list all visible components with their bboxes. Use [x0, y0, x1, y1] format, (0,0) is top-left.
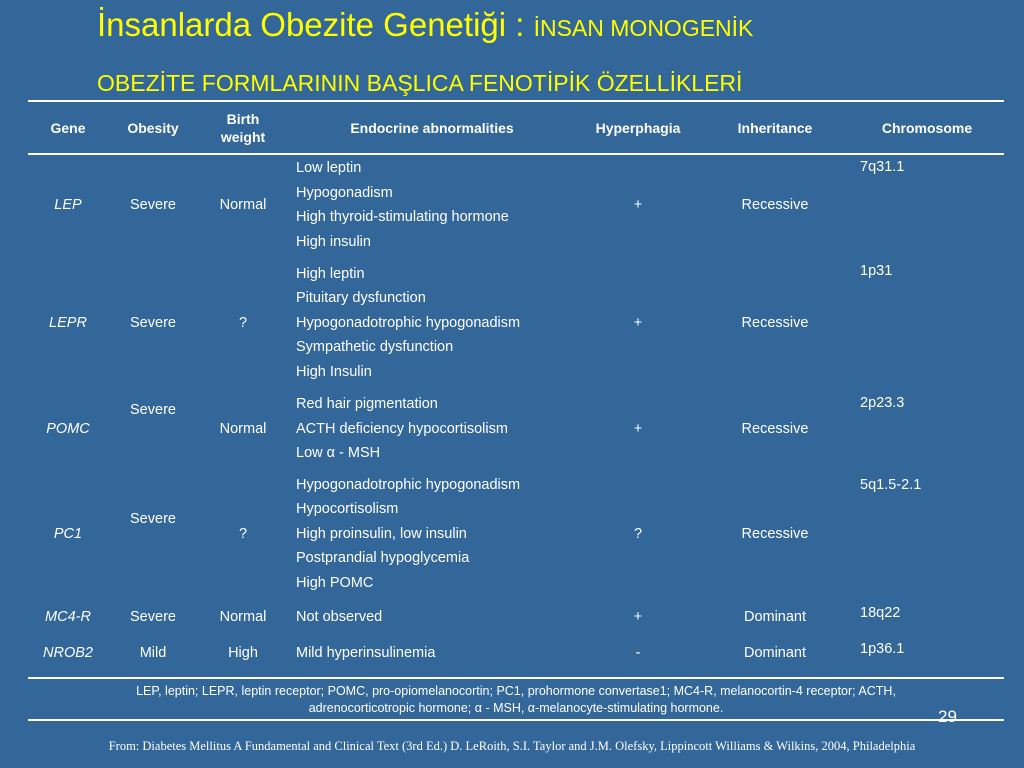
cell-obesity: Severe — [130, 315, 176, 331]
cell-endocrine — [288, 389, 576, 469]
phenotype-table — [28, 103, 1004, 671]
cell-obesity: Severe — [130, 197, 176, 213]
cell-birth-weight: Normal — [219, 609, 267, 625]
table-footnote — [28, 683, 1004, 717]
cell-chromosome: 1p36.1 — [860, 641, 905, 657]
header-gene: Gene — [50, 120, 86, 136]
cell-gene: NROB2 — [43, 645, 93, 661]
page-number: 29 — [938, 707, 957, 726]
cell-hyperphagia: + — [633, 197, 643, 213]
header-endocrine: Endocrine abnormalities — [350, 120, 514, 136]
footnote-bottom-rule — [28, 719, 1004, 721]
slide-title-main: İnsanlarda Obezite Genetiği : — [97, 6, 534, 43]
cell-birth-weight: Normal — [219, 197, 267, 213]
cell-birth-weight: High — [228, 645, 258, 661]
source-citation: From: Diabetes Mellitus A Fundamental and Clinical Text (3rd Ed.) D. LeRoith, S.I. Taylor and J.M. Olefsky, Lippincott Williams & Wilkins, 2004, Philadelphia — [108, 739, 916, 753]
slide-title-secondary: İNSAN MONOGENİK — [533, 15, 754, 41]
cell-hyperphagia: - — [635, 645, 641, 661]
endocrine-item: High leptin — [296, 265, 365, 282]
table-row — [28, 257, 1004, 389]
cell-gene: LEP — [54, 197, 82, 213]
endocrine-item: Not observed — [296, 608, 383, 625]
endocrine-item: ACTH deficiency hypocortisolism — [296, 420, 508, 437]
header-chromosome: Chromosome — [881, 120, 973, 136]
cell-birth-weight: ? — [238, 315, 248, 331]
cell-inheritance: Dominant — [743, 645, 807, 661]
slide-subtitle: OBEZİTE FORMLARININ BAŞLICA FENOTİPİK ÖZELLİKLERİ — [97, 70, 743, 96]
cell-inheritance: Dominant — [743, 609, 807, 625]
cell-endocrine — [288, 153, 576, 257]
header-hyperphagia: Hyperphagia — [595, 120, 681, 136]
cell-endocrine — [288, 469, 576, 599]
table-row — [28, 599, 1004, 635]
cell-endocrine — [288, 599, 576, 635]
table-row — [28, 153, 1004, 257]
endocrine-item: Postprandial hypoglycemia — [296, 550, 470, 567]
footnote-line-2: adrenocorticotropic hormone; α - MSH, α-melanocyte-stimulating hormone. — [308, 701, 724, 715]
cell-hyperphagia: ? — [633, 526, 643, 542]
header-birth-weight-line2: weight — [220, 129, 266, 145]
table-top-rule — [28, 100, 1004, 102]
cell-gene: LEPR — [49, 315, 87, 331]
cell-chromosome: 5q1.5-2.1 — [860, 477, 922, 493]
header-obesity: Obesity — [127, 120, 179, 136]
table-row — [28, 635, 1004, 671]
footnote-line-1: LEP, leptin; LEPR, leptin receptor; POMC, pro-opiomelanocortin; PC1, prohormone convertase1; MC4-R, melanocortin-4 receptor; ACTH, — [136, 684, 896, 698]
cell-birth-weight: ? — [238, 526, 248, 542]
cell-obesity: Severe — [130, 402, 176, 418]
cell-obesity: Severe — [130, 511, 176, 527]
cell-obesity: Severe — [130, 609, 176, 625]
cell-endocrine — [288, 635, 576, 671]
cell-gene: POMC — [46, 421, 90, 437]
header-birth-weight — [198, 103, 288, 153]
cell-inheritance: Recessive — [741, 526, 809, 542]
cell-birth-weight: Normal — [219, 421, 267, 437]
cell-hyperphagia: + — [633, 421, 643, 437]
endocrine-item: Red hair pigmentation — [296, 396, 438, 413]
endocrine-item: Low α - MSH — [296, 445, 381, 462]
cell-inheritance: Recessive — [741, 315, 809, 331]
cell-endocrine — [288, 257, 576, 389]
cell-inheritance: Recessive — [741, 421, 809, 437]
endocrine-item: Hypogonadism — [296, 184, 393, 201]
slide-title — [97, 6, 753, 44]
header-inheritance: Inheritance — [737, 120, 813, 136]
table-row — [28, 389, 1004, 469]
cell-hyperphagia: + — [633, 609, 643, 625]
table-header-row — [28, 103, 1004, 153]
endocrine-item: Sympathetic dysfunction — [296, 339, 454, 356]
cell-chromosome: 1p31 — [860, 263, 893, 279]
endocrine-item: Hypogonadotrophic hypogonadism — [296, 314, 521, 331]
table-bottom-rule — [28, 677, 1004, 679]
endocrine-item: Low leptin — [296, 160, 362, 176]
cell-obesity: Mild — [139, 645, 167, 661]
cell-chromosome: 2p23.3 — [860, 395, 905, 411]
cell-chromosome: 7q31.1 — [860, 159, 905, 175]
endocrine-item: Hypocortisolism — [296, 501, 399, 518]
endocrine-item: High Insulin — [296, 363, 372, 380]
endocrine-item: High thyroid-stimulating hormone — [296, 209, 509, 225]
cell-gene: MC4-R — [45, 609, 91, 625]
endocrine-item: High proinsulin, low insulin — [296, 525, 467, 542]
table-row — [28, 469, 1004, 599]
endocrine-item: Mild hyperinsulinemia — [296, 644, 436, 661]
endocrine-item: High POMC — [296, 574, 374, 591]
cell-chromosome: 18q22 — [860, 605, 901, 621]
endocrine-item: Pituitary dysfunction — [296, 290, 426, 307]
cell-inheritance: Recessive — [741, 197, 809, 213]
cell-hyperphagia: + — [633, 315, 643, 331]
cell-gene: PC1 — [53, 526, 83, 542]
endocrine-item: Hypogonadotrophic hypogonadism — [296, 476, 521, 493]
header-birth-weight-line1: Birth — [226, 111, 260, 127]
endocrine-item: High insulin — [296, 233, 371, 250]
